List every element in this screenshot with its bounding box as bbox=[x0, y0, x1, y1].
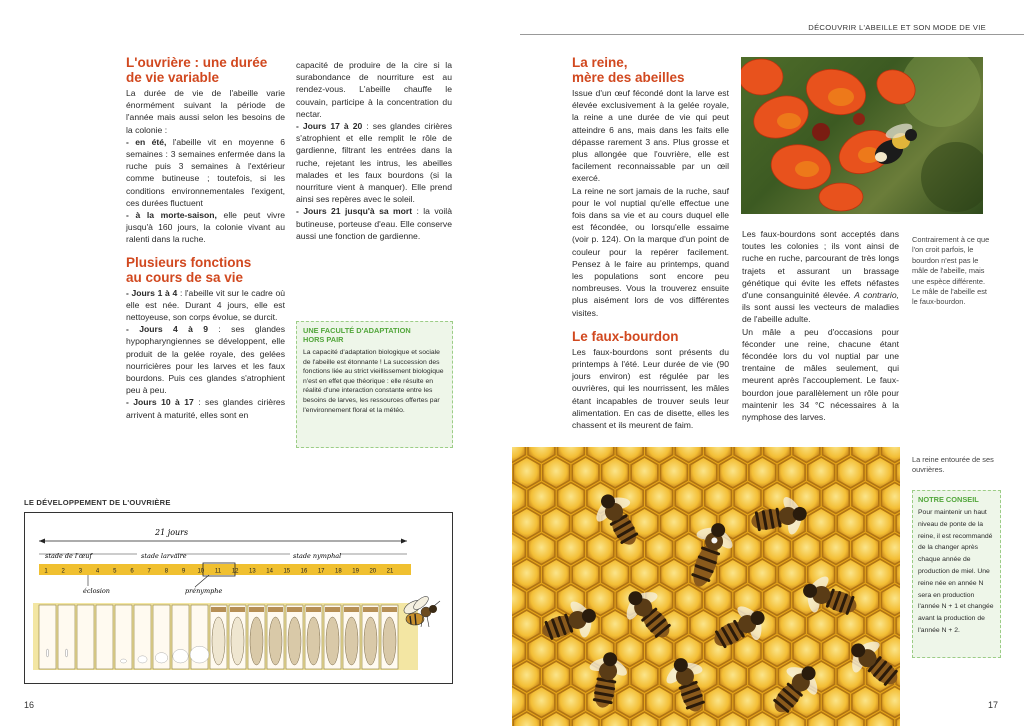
text-line bbox=[126, 287, 285, 324]
pupa bbox=[212, 617, 225, 665]
comb-cell bbox=[823, 636, 850, 667]
bold-lead: - Jours 10 à 17 bbox=[126, 397, 194, 408]
paragraph bbox=[126, 87, 285, 246]
pupa bbox=[364, 617, 377, 665]
cap bbox=[268, 607, 283, 612]
day-number: 9 bbox=[181, 568, 186, 575]
day-number: 3 bbox=[78, 568, 83, 575]
comb-cell bbox=[513, 661, 540, 692]
comb-cells bbox=[512, 447, 900, 726]
comb-cell bbox=[778, 457, 805, 488]
comb-cell bbox=[837, 508, 864, 539]
text: elle peut vivre jusqu'à 160 jours, la colonie vivant au ralenti dans la ruche. bbox=[126, 210, 285, 245]
heading-line: L'ouvrière : une durée bbox=[126, 55, 268, 70]
comb-cell bbox=[661, 559, 688, 590]
comb-cell bbox=[512, 534, 525, 565]
text-line: Issue d'un œuf fécondé dont la larve est élevée exclusivement à la gelée royale, la reine a une durée de vie qui peut atteindre 6 ans, mais dans les faits elle dépasse rarement 3 ans. Plus grosse et plus allongée que l'ouvrière, elle est facilement reconnaissable par un œil exercé. bbox=[572, 88, 729, 184]
comb-cell bbox=[823, 483, 850, 514]
tip-box bbox=[912, 490, 1001, 658]
comb-cell bbox=[528, 534, 555, 565]
larva bbox=[173, 649, 189, 663]
heading-line: au cours de sa vie bbox=[126, 269, 244, 285]
box-title-line: UNE FACULTÉ D'ADAPTATION bbox=[303, 326, 411, 335]
paragraph bbox=[572, 87, 729, 319]
text: : ses glandes cirières s'atrophient et elle remplit le rôle de gardienne, filtrant les entrées dans la ruche, rejetant les intrus, les abeilles malades et les faux bourdons (si la nourriture vient à manquer). Elle prend ainsi ses repères avec le soleil. bbox=[296, 121, 453, 205]
comb-cell bbox=[808, 508, 835, 539]
heading-ouvriere bbox=[126, 55, 285, 85]
arrow-head-right bbox=[401, 539, 407, 544]
comb-cell bbox=[646, 534, 673, 565]
text: : ses glandes hypopharyngiennes se développent, elle produit de la gelée royale, des gelées nourricières pour les larves et les faux bourdons. Puis ces glandes s'atrophient peu à peu. bbox=[126, 324, 285, 396]
left-column-2 bbox=[296, 59, 452, 242]
heading-faux-bourdon: Le faux-bourdon bbox=[572, 328, 679, 344]
comb-cell bbox=[881, 534, 900, 565]
comb-cell bbox=[867, 610, 894, 641]
comb-cell bbox=[572, 508, 599, 539]
comb-cell bbox=[528, 636, 555, 667]
day-number: 21 bbox=[386, 568, 394, 575]
comb-cell bbox=[646, 483, 673, 514]
pupa bbox=[307, 617, 320, 665]
comb-cell bbox=[749, 559, 776, 590]
bold-lead: - à la morte-saison, bbox=[126, 210, 217, 221]
day-number: 4 bbox=[95, 568, 100, 575]
honeycomb-illustration bbox=[512, 447, 900, 726]
comb-cell bbox=[558, 687, 585, 718]
comb-cell bbox=[543, 508, 570, 539]
day-number: 6 bbox=[130, 568, 134, 575]
comb-cell bbox=[602, 457, 629, 488]
page-number-left: 16 bbox=[24, 700, 35, 710]
italic-text: A contrario, bbox=[850, 290, 899, 301]
day-number: 14 bbox=[266, 568, 273, 575]
comb-cell bbox=[764, 636, 791, 667]
comb-cell bbox=[749, 661, 776, 692]
box-text: La capacité d'adaptation biologique et sociale de l'abeille est étonnante ! La succession des fonctions liée au strict vieillissement biologique n'est en effet que théorique : elle résulte en réalité d'une interaction constante entre les besoins de larves, les ressources offertes par l'environnement floral et la météo. bbox=[303, 349, 444, 414]
comb-cell bbox=[528, 483, 555, 514]
egg bbox=[46, 649, 48, 657]
tip-title: NOTRE CONSEIL bbox=[918, 495, 979, 504]
text: : la voilà butineuse, porteuse d'eau. Elle conserve aussi une fonction de gardienne. bbox=[296, 206, 452, 241]
comb-cell bbox=[749, 457, 776, 488]
comb-cell bbox=[558, 636, 585, 667]
day-number: 18 bbox=[335, 568, 342, 575]
text-line bbox=[742, 228, 899, 326]
heading-fonctions bbox=[126, 255, 285, 285]
comb-cell bbox=[719, 457, 746, 488]
arrow-head-left bbox=[39, 539, 45, 544]
text-line bbox=[296, 205, 452, 242]
comb-cell bbox=[558, 534, 585, 565]
right-column-2 bbox=[742, 228, 899, 423]
comb-cell bbox=[513, 610, 540, 641]
comb-cell bbox=[646, 687, 673, 718]
comb-cell bbox=[734, 534, 761, 565]
comb-cell bbox=[675, 483, 702, 514]
cap bbox=[363, 607, 378, 612]
larva bbox=[138, 656, 147, 663]
text: : l'abeille vit sur le cadre où elle est née. Durant 4 jours, elle est nettoyeuse, son corps évolue, se durcit. bbox=[126, 287, 286, 323]
brood-cell bbox=[77, 605, 94, 669]
comb-cell bbox=[852, 687, 879, 718]
larva bbox=[121, 659, 127, 663]
bold-lead: - Jours 1 à 4 bbox=[126, 287, 178, 298]
span-label: 21 jours bbox=[155, 528, 189, 537]
text-line: Les faux-bourdons sont présents du printemps à l'été. Leur durée de vie (90 jours environ) est régulée par les ouvrières, qui les nourrissent, les mâles étant incapables de trouver seuls leur alimentation. En cas de disette, elles les chassent et ils meurent de faim. bbox=[572, 346, 729, 431]
cap bbox=[230, 607, 245, 612]
comb-cell bbox=[543, 457, 570, 488]
text-line bbox=[126, 136, 285, 209]
cap bbox=[249, 607, 264, 612]
day-labels bbox=[44, 569, 394, 575]
box-title bbox=[303, 326, 446, 344]
cap bbox=[325, 607, 340, 612]
heading-line: de vie variable bbox=[126, 70, 220, 85]
text: Les faux-bourdons sont acceptés dans toutes les colonies ; ils vont ainsi de ruche en ruche, parcourant de très longs trajets et assurant un brassage génétique qui évite les effets néfastes d'une consanguinité élevée. bbox=[742, 229, 899, 301]
cap bbox=[344, 607, 359, 612]
comb-cell bbox=[867, 508, 894, 539]
diagram-title: LE DÉVELOPPEMENT DE L'OUVRIÈRE bbox=[24, 498, 171, 507]
brood-cell bbox=[58, 605, 75, 669]
caption-bumblebee: Contrairement à ce que l'on croit parfois, le bourdon n'est pas le mâle de l'abeille, mais une espèce différente. Le mâle de l'abeille est le faux-bourdon. bbox=[912, 235, 990, 307]
comb-cell bbox=[837, 559, 864, 590]
day-number: 11 bbox=[214, 568, 222, 575]
paragraph bbox=[572, 346, 729, 431]
egg bbox=[65, 649, 67, 657]
day-number: 8 bbox=[164, 568, 169, 575]
brood-cell bbox=[39, 605, 56, 669]
day-number: 15 bbox=[283, 568, 291, 575]
comb-cell bbox=[837, 610, 864, 641]
caption-queen: La reine entourée de ses ouvrières. bbox=[912, 455, 994, 475]
running-title: DÉCOUVRIR L'ABEILLE ET SON MODE DE VIE bbox=[808, 23, 986, 32]
text-line: La durée de vie de l'abeille varie énormément suivant la période de l'année mais aussi selon les besoins de la colonie : bbox=[126, 88, 285, 135]
text: ils sont aussi les vecteurs de maladies de l'abeille adulte. bbox=[742, 302, 899, 325]
comb-cell bbox=[867, 559, 894, 590]
comb-cell bbox=[719, 559, 746, 590]
comb-cell bbox=[661, 508, 688, 539]
left-column-1 bbox=[126, 55, 285, 421]
stage-larva-label: stade larvaire bbox=[141, 552, 187, 560]
pupa bbox=[345, 617, 358, 665]
larva bbox=[190, 646, 209, 663]
comb-cell bbox=[513, 457, 540, 488]
comb-cell bbox=[881, 687, 900, 718]
stage-egg-label: stade de l'œuf bbox=[45, 552, 92, 560]
hatch-label: éclosion bbox=[83, 587, 110, 595]
comb-cell bbox=[512, 585, 525, 616]
heading-line: mère des abeilles bbox=[572, 70, 685, 85]
comb-cell bbox=[572, 457, 599, 488]
comb-cell bbox=[705, 585, 732, 616]
comb-cell bbox=[602, 559, 629, 590]
comb-cell bbox=[734, 687, 761, 718]
comb-cell bbox=[852, 534, 879, 565]
comb-cell bbox=[528, 687, 555, 718]
cap bbox=[382, 607, 397, 612]
bold-lead: - Jours 4 à 9 bbox=[126, 324, 209, 335]
page-number-right: 17 bbox=[988, 700, 999, 710]
comb-cell bbox=[852, 585, 879, 616]
day-number: 12 bbox=[231, 568, 239, 575]
comb-cell bbox=[764, 534, 791, 565]
comb-cell bbox=[512, 636, 525, 667]
prenymph-label: prénymphe bbox=[185, 587, 223, 595]
comb-cell bbox=[764, 585, 791, 616]
heading-line: Plusieurs fonctions bbox=[126, 254, 252, 270]
bumblebee-illustration bbox=[741, 57, 983, 214]
comb-cell bbox=[881, 483, 900, 514]
day-number: 17 bbox=[317, 568, 325, 575]
text-line bbox=[126, 323, 285, 396]
heading-line: La reine, bbox=[572, 55, 628, 70]
text: l'abeille vit en moyenne 6 semaines : 3 semaines enfermée dans la ruche puis 3 semaines à l'extérieur comme butineuse ; toutefois, si les conditions environnementales l'exigent, ces durées fluctuent bbox=[126, 136, 285, 208]
adaptation-box bbox=[296, 321, 453, 448]
comb-cell bbox=[558, 483, 585, 514]
comb-cell bbox=[734, 483, 761, 514]
comb-cell bbox=[616, 636, 643, 667]
comb-cell bbox=[512, 483, 525, 514]
cap bbox=[211, 607, 226, 612]
comb-cell bbox=[852, 483, 879, 514]
comb-cell bbox=[881, 585, 900, 616]
comb-cell bbox=[587, 534, 614, 565]
comb-cell bbox=[690, 610, 717, 641]
pupa bbox=[231, 617, 244, 665]
comb-cell bbox=[675, 585, 702, 616]
brood-cell bbox=[96, 605, 113, 669]
comb-cell bbox=[631, 559, 658, 590]
header-rule bbox=[520, 34, 1024, 35]
day-number: 10 bbox=[197, 568, 205, 575]
day-number: 13 bbox=[249, 568, 256, 575]
comb-cell bbox=[793, 636, 820, 667]
comb-cell bbox=[528, 585, 555, 616]
comb-cell bbox=[572, 559, 599, 590]
day-number: 2 bbox=[61, 568, 65, 575]
comb-cell bbox=[778, 559, 805, 590]
comb-cell bbox=[543, 559, 570, 590]
pupa bbox=[269, 617, 282, 665]
day-number: 5 bbox=[113, 568, 117, 575]
comb-cell bbox=[793, 534, 820, 565]
stage-nymph-label: stade nymphal bbox=[293, 552, 342, 560]
comb-cell bbox=[823, 687, 850, 718]
pupa bbox=[288, 617, 301, 665]
comb-cell bbox=[631, 661, 658, 692]
comb-cell bbox=[837, 457, 864, 488]
comb-cell bbox=[808, 610, 835, 641]
tip-text: Pour maintenir un haut niveau de ponte de la reine, il est recommandé de la changer après chaque année de production de miel. Une reine née en année N sera en production l'année N + 1 et changée avant la production de l'année N + 2. bbox=[918, 509, 994, 634]
comb-cell bbox=[631, 457, 658, 488]
paragraph bbox=[126, 287, 285, 421]
right-column-1 bbox=[572, 55, 729, 431]
comb-cell bbox=[690, 457, 717, 488]
comb-cell bbox=[867, 457, 894, 488]
day-number: 7 bbox=[147, 568, 151, 575]
worker-bee-drawing bbox=[402, 594, 440, 627]
day-number: 19 bbox=[352, 568, 359, 575]
day-number: 1 bbox=[44, 568, 48, 575]
comb-cell bbox=[512, 687, 525, 718]
honeycomb-bees-photo bbox=[512, 447, 900, 726]
larva bbox=[155, 653, 167, 663]
comb-cell bbox=[778, 610, 805, 641]
pupa bbox=[250, 617, 263, 665]
text-line: La reine ne sort jamais de la ruche, sauf pour le vol nuptial qu'elle effectue une fois dans sa vie et au cours duquel elle est fécondée, ou lorsqu'elle essaime (voir p. 124). On la marque d'un point de couleur pour la repérer facilement. Pensez à le faire au printemps, quand les populations sont encore peu nombreuses. Vous la trouverez ensuite plus aisément lors de vos différentes visites. bbox=[572, 185, 729, 318]
text-line bbox=[126, 209, 285, 246]
day-number: 20 bbox=[369, 568, 377, 575]
cap bbox=[306, 607, 321, 612]
text: : ses glandes cirières arrivent à maturité, elles sont en bbox=[126, 397, 286, 420]
comb-cell bbox=[705, 687, 732, 718]
pupa bbox=[326, 617, 339, 665]
comb-cell bbox=[661, 457, 688, 488]
heading-reine bbox=[572, 55, 729, 85]
bumblebee-photo bbox=[741, 57, 983, 214]
bold-lead: - Jours 17 à 20 bbox=[296, 121, 363, 132]
development-diagram bbox=[24, 512, 453, 684]
pupa bbox=[383, 617, 396, 665]
comb-cell bbox=[719, 661, 746, 692]
text-line: capacité de produire de la cire si la surabondance de nourriture est au rendez-vous. L'abeille chauffe le couvain, participe à la concentration du nectar. bbox=[296, 60, 452, 119]
comb-cell bbox=[602, 610, 629, 641]
box-title-line: HORS PAIR bbox=[303, 335, 344, 344]
text-line bbox=[126, 396, 285, 420]
comb-cell bbox=[543, 661, 570, 692]
brood-cells bbox=[39, 605, 398, 669]
text-line bbox=[296, 120, 452, 205]
day-number: 16 bbox=[300, 568, 308, 575]
bold-lead: - en été, bbox=[126, 136, 167, 147]
bold-lead: - Jours 21 jusqu'à sa mort bbox=[296, 206, 413, 217]
comb-cell bbox=[808, 457, 835, 488]
comb-cell bbox=[616, 687, 643, 718]
cap bbox=[287, 607, 302, 612]
comb-cell bbox=[513, 559, 540, 590]
diagram-svg bbox=[25, 513, 452, 683]
comb-cell bbox=[513, 508, 540, 539]
text-line: Un mâle a peu d'occasions pour féconder une reine, chacune étant fécondée lors du vol nuptial par une trentaine de mâles seulement, qui meurent après l'accouplement. Le faux-bourdon joue parallèlement un rôle pour maintenir les 34 °C nécessaires à la nymphose des larves. bbox=[742, 326, 899, 423]
comb-cell bbox=[646, 636, 673, 667]
prenymph-pointer bbox=[195, 575, 209, 587]
comb-cell bbox=[705, 483, 732, 514]
comb-cell bbox=[823, 534, 850, 565]
